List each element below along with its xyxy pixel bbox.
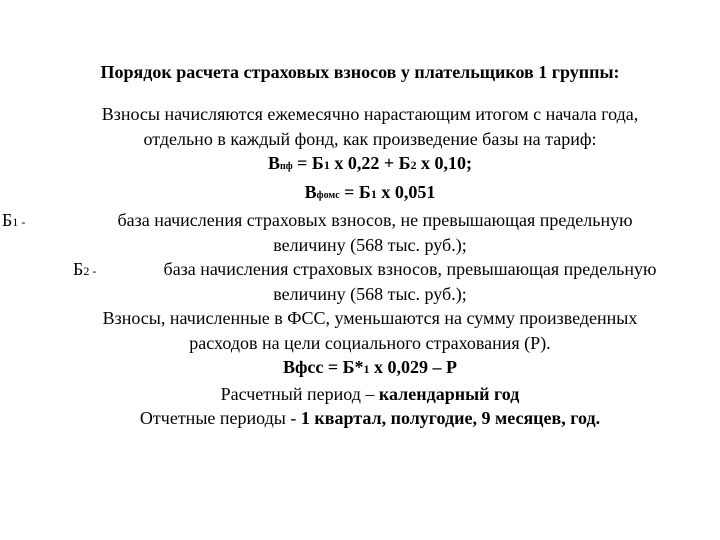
definition-base-1-label: Б1 -: [2, 210, 26, 230]
definition-base-1: [2, 208, 680, 257]
formula-pension: Впф = Б1 х 0,22 + Б2 х 0,10;: [267, 153, 473, 173]
fss-line-2: расходов на цели социального страхования (Р).: [189, 332, 551, 353]
definition-base-1-line-2: величину (568 тыс. руб.);: [273, 234, 467, 255]
definition-base-2-line-2: величину (568 тыс. руб.);: [273, 283, 467, 304]
definition-base-1-line-1: база начисления страховых взносов, не превышающая предельную: [117, 210, 633, 230]
slide-body: [2, 102, 680, 431]
formula-social: Вфсс = Б*1 х 0,029 – Р: [282, 357, 458, 377]
definition-base-2: [60, 257, 680, 306]
intro-line-1: Взносы начисляются ежемесячно нарастающим итогом с начала года,: [101, 104, 639, 124]
formula-medical: Вфомс = Б1 х 0,051: [304, 181, 436, 202]
reporting-periods: Отчетные периоды - 1 квартал, полугодие, 9 месяцев, год.: [139, 408, 601, 428]
settlement-period: Расчетный период – календарный год: [220, 383, 520, 404]
definition-base-2-label: Б2 -: [73, 259, 97, 279]
definition-base-2-line-1: база начисления страховых взносов, превышающая предельную: [163, 259, 657, 279]
intro-line-2: отдельно в каждый фонд, как произведение базы на тариф:: [143, 128, 597, 149]
fss-line-1: Взносы, начисленные в ФСС, уменьшаются на сумму произведенных: [102, 308, 638, 328]
slide-title: Порядок расчета страховых взносов у плательщиков 1 группы:: [100, 62, 620, 82]
